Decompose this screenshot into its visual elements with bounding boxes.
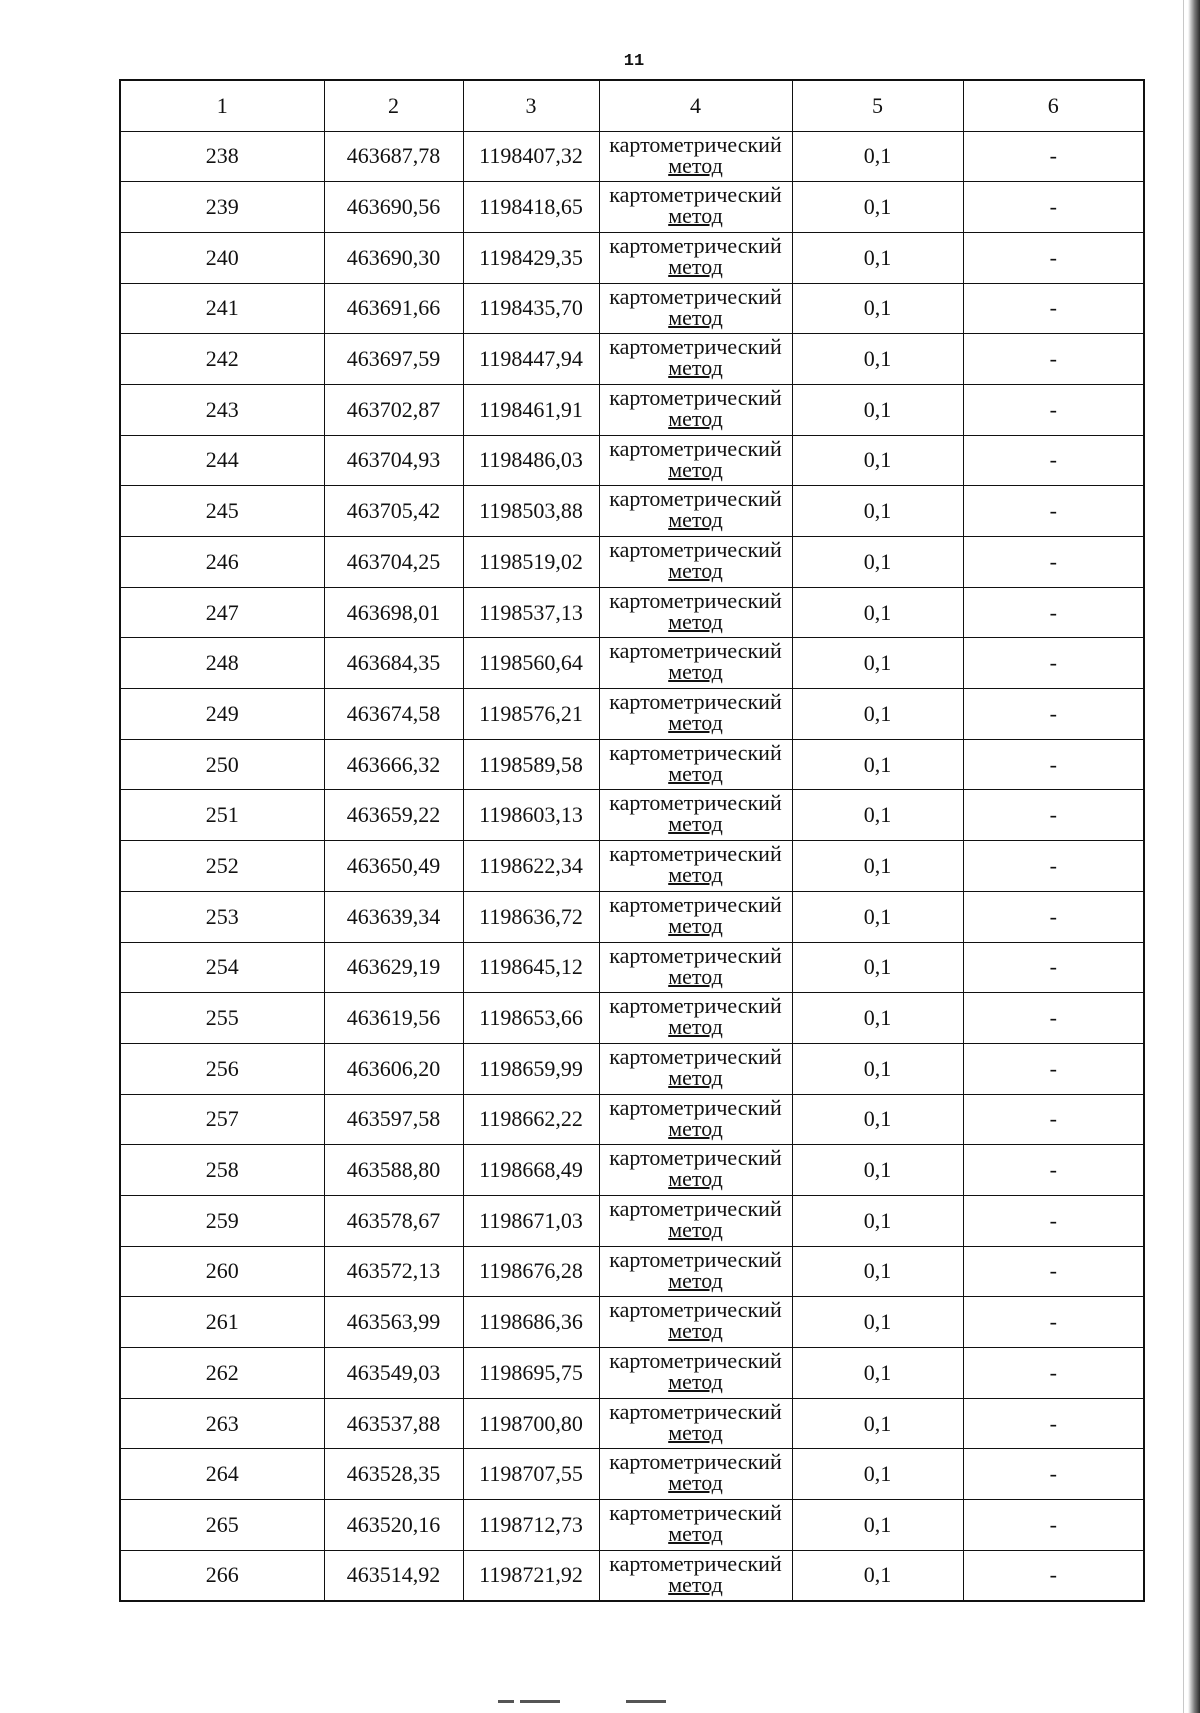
method-line-1: картометрический: [609, 942, 782, 968]
note-cell: -: [963, 891, 1144, 942]
table-row: [120, 689, 1144, 740]
method-line-1: картометрический: [609, 587, 782, 613]
table-row: [120, 1550, 1144, 1601]
y-coordinate-cell: 1198503,88: [463, 486, 599, 537]
table-row: [120, 891, 1144, 942]
point-number-cell: 248: [120, 638, 324, 689]
x-coordinate-cell: 463704,93: [324, 435, 463, 486]
table-row: [120, 1094, 1144, 1145]
x-coordinate-cell: 463705,42: [324, 486, 463, 537]
table-row: [120, 942, 1144, 993]
accuracy-cell: 0,1: [792, 1348, 963, 1399]
note-cell: -: [963, 1043, 1144, 1094]
y-coordinate-cell: 1198429,35: [463, 232, 599, 283]
x-coordinate-cell: 463619,56: [324, 993, 463, 1044]
table-row: [120, 1043, 1144, 1094]
table-row: [120, 638, 1144, 689]
method-line-2: метод: [668, 1571, 723, 1597]
method-line-1: картометрический: [609, 1043, 782, 1069]
method-line-1: картометрический: [609, 1145, 782, 1171]
accuracy-cell: 0,1: [792, 638, 963, 689]
method-cell: [599, 1195, 792, 1246]
method-line-2: метод: [668, 1166, 723, 1192]
method-line-1: картометрический: [609, 435, 782, 461]
method-cell: [599, 1398, 792, 1449]
point-number-cell: 242: [120, 334, 324, 385]
method-cell: [599, 1094, 792, 1145]
column-header-2: 2: [324, 80, 463, 131]
y-coordinate-cell: 1198662,22: [463, 1094, 599, 1145]
method-cell: [599, 891, 792, 942]
point-number-cell: 256: [120, 1043, 324, 1094]
table-row: [120, 1500, 1144, 1551]
y-coordinate-cell: 1198576,21: [463, 689, 599, 740]
method-cell: [599, 182, 792, 233]
method-line-2: метод: [668, 507, 723, 533]
column-header-5: 5: [792, 80, 963, 131]
table-row: [120, 841, 1144, 892]
method-cell: [599, 384, 792, 435]
method-line-1: картометрический: [609, 1550, 782, 1576]
x-coordinate-cell: 463702,87: [324, 384, 463, 435]
y-coordinate-cell: 1198671,03: [463, 1195, 599, 1246]
note-cell: -: [963, 942, 1144, 993]
table-row: [120, 1246, 1144, 1297]
y-coordinate-cell: 1198721,92: [463, 1550, 599, 1601]
y-coordinate-cell: 1198589,58: [463, 739, 599, 790]
x-coordinate-cell: 463690,56: [324, 182, 463, 233]
method-cell: [599, 1246, 792, 1297]
method-line-1: картометрический: [609, 841, 782, 867]
note-cell: -: [963, 638, 1144, 689]
accuracy-cell: 0,1: [792, 537, 963, 588]
table-row: [120, 1398, 1144, 1449]
point-number-cell: 260: [120, 1246, 324, 1297]
y-coordinate-cell: 1198676,28: [463, 1246, 599, 1297]
coordinates-table: [119, 79, 1145, 1602]
point-number-cell: 243: [120, 384, 324, 435]
note-cell: -: [963, 232, 1144, 283]
method-line-2: метод: [668, 1470, 723, 1496]
y-coordinate-cell: 1198707,55: [463, 1449, 599, 1500]
table-row: [120, 384, 1144, 435]
y-coordinate-cell: 1198686,36: [463, 1297, 599, 1348]
scan-edge-line: [1183, 0, 1184, 1713]
note-cell: -: [963, 790, 1144, 841]
x-coordinate-cell: 463674,58: [324, 689, 463, 740]
table-row: [120, 993, 1144, 1044]
table-header: [120, 80, 1144, 131]
table-row: [120, 739, 1144, 790]
column-header-3: 3: [463, 80, 599, 131]
method-line-1: картометрический: [609, 283, 782, 309]
method-line-1: картометрический: [609, 790, 782, 816]
method-cell: [599, 841, 792, 892]
method-cell: [599, 942, 792, 993]
column-header-6: 6: [963, 80, 1144, 131]
method-line-2: метод: [668, 1521, 723, 1547]
method-cell: [599, 537, 792, 588]
y-coordinate-cell: 1198653,66: [463, 993, 599, 1044]
point-number-cell: 241: [120, 283, 324, 334]
method-line-2: метод: [668, 203, 723, 229]
y-coordinate-cell: 1198461,91: [463, 384, 599, 435]
table-row: [120, 232, 1144, 283]
note-cell: -: [963, 587, 1144, 638]
accuracy-cell: 0,1: [792, 182, 963, 233]
method-cell: [599, 993, 792, 1044]
point-number-cell: 239: [120, 182, 324, 233]
method-line-2: метод: [668, 1419, 723, 1445]
point-number-cell: 251: [120, 790, 324, 841]
note-cell: -: [963, 689, 1144, 740]
x-coordinate-cell: 463704,25: [324, 537, 463, 588]
method-line-1: картометрический: [609, 1398, 782, 1424]
method-line-2: метод: [668, 405, 723, 431]
note-cell: -: [963, 1145, 1144, 1196]
point-number-cell: 255: [120, 993, 324, 1044]
method-line-1: картометрический: [609, 1094, 782, 1120]
x-coordinate-cell: 463666,32: [324, 739, 463, 790]
method-line-2: метод: [668, 1216, 723, 1242]
method-line-2: метод: [668, 1318, 723, 1344]
y-coordinate-cell: 1198603,13: [463, 790, 599, 841]
y-coordinate-cell: 1198700,80: [463, 1398, 599, 1449]
note-cell: -: [963, 384, 1144, 435]
table-row: [120, 435, 1144, 486]
x-coordinate-cell: 463549,03: [324, 1348, 463, 1399]
method-cell: [599, 587, 792, 638]
point-number-cell: 254: [120, 942, 324, 993]
x-coordinate-cell: 463520,16: [324, 1500, 463, 1551]
method-line-1: картометрический: [609, 232, 782, 258]
method-line-2: метод: [668, 1267, 723, 1293]
x-coordinate-cell: 463572,13: [324, 1246, 463, 1297]
point-number-cell: 249: [120, 689, 324, 740]
note-cell: -: [963, 1297, 1144, 1348]
method-line-2: метод: [668, 152, 723, 178]
x-coordinate-cell: 463659,22: [324, 790, 463, 841]
x-coordinate-cell: 463698,01: [324, 587, 463, 638]
method-line-2: метод: [668, 659, 723, 685]
table-row: [120, 1348, 1144, 1399]
method-line-2: метод: [668, 355, 723, 381]
point-number-cell: 262: [120, 1348, 324, 1399]
x-coordinate-cell: 463597,58: [324, 1094, 463, 1145]
method-cell: [599, 739, 792, 790]
y-coordinate-cell: 1198668,49: [463, 1145, 599, 1196]
x-coordinate-cell: 463691,66: [324, 283, 463, 334]
note-cell: -: [963, 1195, 1144, 1246]
method-line-2: метод: [668, 1014, 723, 1040]
point-number-cell: 238: [120, 131, 324, 182]
method-line-1: картометрический: [609, 1500, 782, 1526]
point-number-cell: 258: [120, 1145, 324, 1196]
method-line-1: картометрический: [609, 486, 782, 512]
note-cell: -: [963, 131, 1144, 182]
method-line-1: картометрический: [609, 1246, 782, 1272]
method-line-2: метод: [668, 862, 723, 888]
page-number: 11: [623, 52, 645, 71]
method-cell: [599, 232, 792, 283]
method-cell: [599, 486, 792, 537]
note-cell: -: [963, 1398, 1144, 1449]
accuracy-cell: 0,1: [792, 689, 963, 740]
point-number-cell: 240: [120, 232, 324, 283]
y-coordinate-cell: 1198712,73: [463, 1500, 599, 1551]
point-number-cell: 257: [120, 1094, 324, 1145]
x-coordinate-cell: 463650,49: [324, 841, 463, 892]
method-cell: [599, 790, 792, 841]
y-coordinate-cell: 1198695,75: [463, 1348, 599, 1399]
y-coordinate-cell: 1198636,72: [463, 891, 599, 942]
table-row: [120, 283, 1144, 334]
point-number-cell: 244: [120, 435, 324, 486]
y-coordinate-cell: 1198519,02: [463, 537, 599, 588]
x-coordinate-cell: 463629,19: [324, 942, 463, 993]
x-coordinate-cell: 463606,20: [324, 1043, 463, 1094]
table-body: [120, 131, 1144, 1601]
method-line-1: картометрический: [609, 891, 782, 917]
accuracy-cell: 0,1: [792, 1500, 963, 1551]
method-cell: [599, 1550, 792, 1601]
table-row: [120, 587, 1144, 638]
method-line-2: метод: [668, 608, 723, 634]
y-coordinate-cell: 1198537,13: [463, 587, 599, 638]
point-number-cell: 261: [120, 1297, 324, 1348]
x-coordinate-cell: 463697,59: [324, 334, 463, 385]
y-coordinate-cell: 1198418,65: [463, 182, 599, 233]
table-row: [120, 790, 1144, 841]
note-cell: -: [963, 1348, 1144, 1399]
point-number-cell: 259: [120, 1195, 324, 1246]
accuracy-cell: 0,1: [792, 435, 963, 486]
accuracy-cell: 0,1: [792, 1043, 963, 1094]
method-line-1: картометрический: [609, 1449, 782, 1475]
x-coordinate-cell: 463639,34: [324, 891, 463, 942]
note-cell: -: [963, 334, 1144, 385]
method-cell: [599, 638, 792, 689]
x-coordinate-cell: 463563,99: [324, 1297, 463, 1348]
table-row: [120, 537, 1144, 588]
method-line-2: метод: [668, 558, 723, 583]
accuracy-cell: 0,1: [792, 283, 963, 334]
accuracy-cell: 0,1: [792, 131, 963, 182]
accuracy-cell: 0,1: [792, 1449, 963, 1500]
table-row: [120, 1449, 1144, 1500]
method-cell: [599, 1500, 792, 1551]
note-cell: -: [963, 1550, 1144, 1601]
method-line-1: картометрический: [609, 182, 782, 208]
column-header-1: 1: [120, 80, 324, 131]
method-cell: [599, 131, 792, 182]
accuracy-cell: 0,1: [792, 790, 963, 841]
note-cell: -: [963, 283, 1144, 334]
method-line-2: метод: [668, 304, 723, 330]
point-number-cell: 266: [120, 1550, 324, 1601]
accuracy-cell: 0,1: [792, 1145, 963, 1196]
method-line-2: метод: [668, 912, 723, 938]
y-coordinate-cell: 1198622,34: [463, 841, 599, 892]
table-row: [120, 486, 1144, 537]
x-coordinate-cell: 463690,30: [324, 232, 463, 283]
method-line-1: картометрический: [609, 1297, 782, 1323]
note-cell: -: [963, 841, 1144, 892]
scan-bottom-marks: [498, 1700, 678, 1706]
note-cell: -: [963, 739, 1144, 790]
table-row: [120, 1195, 1144, 1246]
note-cell: -: [963, 182, 1144, 233]
y-coordinate-cell: 1198560,64: [463, 638, 599, 689]
method-cell: [599, 1348, 792, 1399]
x-coordinate-cell: 463537,88: [324, 1398, 463, 1449]
accuracy-cell: 0,1: [792, 334, 963, 385]
accuracy-cell: 0,1: [792, 1195, 963, 1246]
table-row: [120, 334, 1144, 385]
x-coordinate-cell: 463578,67: [324, 1195, 463, 1246]
method-line-2: метод: [668, 1115, 723, 1141]
method-line-1: картометрический: [609, 131, 782, 157]
accuracy-cell: 0,1: [792, 841, 963, 892]
scan-edge-shadow: [1188, 0, 1200, 1713]
note-cell: -: [963, 1094, 1144, 1145]
accuracy-cell: 0,1: [792, 1398, 963, 1449]
point-number-cell: 253: [120, 891, 324, 942]
table-row: [120, 182, 1144, 233]
y-coordinate-cell: 1198645,12: [463, 942, 599, 993]
accuracy-cell: 0,1: [792, 384, 963, 435]
accuracy-cell: 0,1: [792, 739, 963, 790]
table-row: [120, 1145, 1144, 1196]
point-number-cell: 264: [120, 1449, 324, 1500]
point-number-cell: 245: [120, 486, 324, 537]
method-cell: [599, 689, 792, 740]
note-cell: -: [963, 435, 1144, 486]
method-line-2: метод: [668, 253, 723, 279]
note-cell: -: [963, 1449, 1144, 1500]
point-number-cell: 246: [120, 537, 324, 588]
header-row: [120, 80, 1144, 131]
y-coordinate-cell: 1198486,03: [463, 435, 599, 486]
column-header-4: 4: [599, 80, 792, 131]
note-cell: -: [963, 993, 1144, 1044]
x-coordinate-cell: 463684,35: [324, 638, 463, 689]
table-row: [120, 1297, 1144, 1348]
x-coordinate-cell: 463528,35: [324, 1449, 463, 1500]
point-number-cell: 263: [120, 1398, 324, 1449]
note-cell: -: [963, 1246, 1144, 1297]
method-line-2: метод: [668, 456, 723, 482]
method-line-1: картометрический: [609, 638, 782, 664]
y-coordinate-cell: 1198659,99: [463, 1043, 599, 1094]
y-coordinate-cell: 1198407,32: [463, 131, 599, 182]
method-line-1: картометрический: [609, 334, 782, 360]
note-cell: -: [963, 486, 1144, 537]
point-number-cell: 252: [120, 841, 324, 892]
method-line-1: картометрический: [609, 384, 782, 410]
x-coordinate-cell: 463514,92: [324, 1550, 463, 1601]
method-cell: [599, 334, 792, 385]
method-cell: [599, 1043, 792, 1094]
point-number-cell: 265: [120, 1500, 324, 1551]
method-line-1: картометрический: [609, 993, 782, 1019]
y-coordinate-cell: 1198435,70: [463, 283, 599, 334]
accuracy-cell: 0,1: [792, 1246, 963, 1297]
accuracy-cell: 0,1: [792, 1550, 963, 1601]
method-line-1: картометрический: [609, 1348, 782, 1373]
method-line-1: картометрический: [609, 1195, 782, 1221]
method-cell: [599, 1145, 792, 1196]
method-line-2: метод: [668, 811, 723, 837]
note-cell: -: [963, 1500, 1144, 1551]
method-line-2: метод: [668, 1369, 723, 1394]
method-line-1: картометрический: [609, 689, 782, 715]
method-line-1: картометрический: [609, 739, 782, 765]
method-cell: [599, 435, 792, 486]
accuracy-cell: 0,1: [792, 942, 963, 993]
accuracy-cell: 0,1: [792, 1094, 963, 1145]
table-row: [120, 131, 1144, 182]
note-cell: -: [963, 537, 1144, 588]
accuracy-cell: 0,1: [792, 587, 963, 638]
accuracy-cell: 0,1: [792, 993, 963, 1044]
accuracy-cell: 0,1: [792, 232, 963, 283]
method-line-2: метод: [668, 963, 723, 989]
method-line-2: метод: [668, 1064, 723, 1090]
point-number-cell: 250: [120, 739, 324, 790]
method-line-2: метод: [668, 710, 723, 736]
method-line-2: метод: [668, 760, 723, 786]
method-line-1: картометрический: [609, 537, 782, 562]
x-coordinate-cell: 463588,80: [324, 1145, 463, 1196]
y-coordinate-cell: 1198447,94: [463, 334, 599, 385]
method-cell: [599, 283, 792, 334]
x-coordinate-cell: 463687,78: [324, 131, 463, 182]
method-cell: [599, 1297, 792, 1348]
accuracy-cell: 0,1: [792, 891, 963, 942]
accuracy-cell: 0,1: [792, 1297, 963, 1348]
method-cell: [599, 1449, 792, 1500]
accuracy-cell: 0,1: [792, 486, 963, 537]
point-number-cell: 247: [120, 587, 324, 638]
